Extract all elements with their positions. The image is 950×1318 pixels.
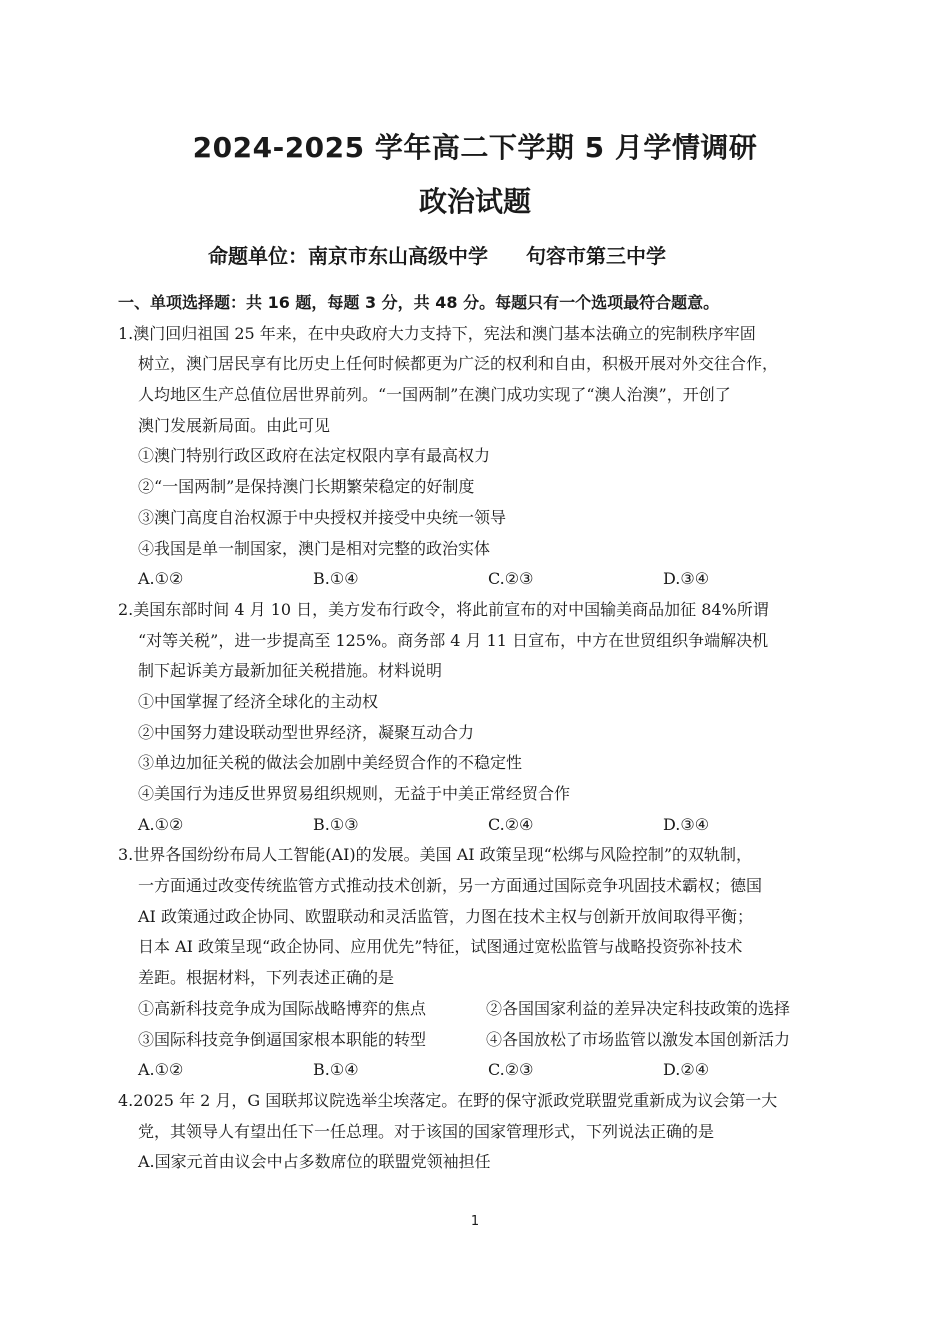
option-a: A.国家元首由议会中占多数席位的联盟党领袖担任 <box>138 1152 491 1172</box>
question-stem-line: 2.美国东部时间 4 月 10 日，美方发布行政令，将此前宣布的对中国输美商品加征 84%所谓 <box>118 599 769 619</box>
question-stem-line: 人均地区生产总值位居世界前列。“一国两制”在澳门成功实现了“澳人治澳”，开创了 <box>138 385 731 405</box>
question-stem-line: 差距。根据材料，下列表述正确的是 <box>138 968 395 988</box>
statement: ②各国国家利益的差异决定科技政策的选择 <box>486 998 791 1018</box>
exam-title: 2024-2025 学年高二下学期 5 月学情调研 <box>192 131 758 164</box>
option-b: B.①④ <box>313 1060 359 1080</box>
option-c: C.②④ <box>488 814 534 834</box>
question-stem-line: 树立，澳门居民享有比历史上任何时候都更为广泛的权利和自由，积极开展对外交往合作， <box>138 354 779 374</box>
statement: ②中国努力建设联动型世界经济，凝聚互动合力 <box>138 722 475 742</box>
question-stem-line: 1.澳门回归祖国 25 年来，在中央政府大力支持下，宪法和澳门基本法确立的宪制秩序牢固 <box>118 323 756 343</box>
question-3 <box>118 840 838 1086</box>
question-stem-line: 4.2025 年 2 月，G 国联邦议院选举尘埃落定。在野的保守派政党联盟党重新成为议会第一大 <box>118 1090 778 1110</box>
statement: ①澳门特别行政区政府在法定权限内享有最高权力 <box>138 446 491 466</box>
statement: ④各国放松了市场监管以激发本国创新活力 <box>486 1029 791 1049</box>
author-units <box>208 240 666 272</box>
question-stem-line: 日本 AI 政策呈现“政企协同、应用优先”特征，试图通过宽松监管与战略投资弥补技术 <box>138 937 743 957</box>
exam-content <box>118 288 838 1178</box>
question-4 <box>118 1086 838 1178</box>
statement: ①中国掌握了经济全球化的主动权 <box>138 691 379 711</box>
option-d: D.②④ <box>663 1060 710 1080</box>
question-stem-line: 3.世界各国纷纷布局人工智能(AI)的发展。美国 AI 政策呈现“松绑与风险控制”的双轨制， <box>118 845 753 865</box>
answer-options <box>118 810 838 841</box>
question-stem-line: 党，其领导人有望出任下一任总理。对于该国的国家管理形式，下列说法正确的是 <box>138 1121 715 1141</box>
statement: ③国际科技竞争倒逼国家根本职能的转型 <box>138 1029 427 1049</box>
option-a: A.①② <box>138 569 184 589</box>
answer-options <box>118 1055 838 1086</box>
option-b: B.①③ <box>313 814 359 834</box>
page-number: 1 <box>470 1214 480 1229</box>
statement: ③澳门高度自治权源于中央授权并接受中央统一领导 <box>138 507 507 527</box>
question-2 <box>118 595 838 841</box>
question-stem-line: AI 政策通过政企协同、欧盟联动和灵活监管，力图在技术主权与创新开放间取得平衡； <box>138 906 753 926</box>
question-stem-line: 制下起诉美方最新加征关税措施。材料说明 <box>138 661 443 681</box>
statement: ①高新科技竞争成为国际战略博弈的焦点 <box>138 998 427 1018</box>
question-stem-line: 澳门发展新局面。由此可见 <box>138 415 331 435</box>
option-b: B.①④ <box>313 569 359 589</box>
option-c: C.②③ <box>488 569 534 589</box>
statement: ④我国是单一制国家，澳门是相对完整的政治实体 <box>138 538 491 558</box>
question-stem-line: 一方面通过改变传统监管方式推动技术创新，另一方面通过国际竞争巩固技术霸权；德国 <box>138 876 763 896</box>
exam-subject: 政治试题 <box>418 185 531 218</box>
author-unit-secondary: 句容市第三中学 <box>526 244 666 268</box>
statement-row <box>118 994 838 1025</box>
option-a: A.①② <box>138 1060 184 1080</box>
statement-row <box>118 1025 838 1056</box>
question-stem-line: “对等关税”，进一步提高至 125%。商务部 4 月 11 日宣布，中方在世贸组织争端解决机 <box>138 630 769 650</box>
section-heading: 一、单项选择题：共 16 题，每题 3 分，共 48 分。每题只有一个选项最符合题意。 <box>118 293 720 312</box>
statement: ②“一国两制”是保持澳门长期繁荣稳定的好制度 <box>138 477 475 497</box>
author-unit-primary: 命题单位：南京市东山高级中学 <box>208 244 488 268</box>
option-d: D.③④ <box>663 569 710 589</box>
option-d: D.③④ <box>663 814 710 834</box>
option-c: C.②③ <box>488 1060 534 1080</box>
question-1 <box>118 319 838 595</box>
statement: ③单边加征关税的做法会加剧中美经贸合作的不稳定性 <box>138 753 523 773</box>
statement: ④美国行为违反世界贸易组织规则，无益于中美正常经贸合作 <box>138 784 571 803</box>
option-a: A.①② <box>138 814 184 834</box>
answer-options <box>118 564 838 595</box>
